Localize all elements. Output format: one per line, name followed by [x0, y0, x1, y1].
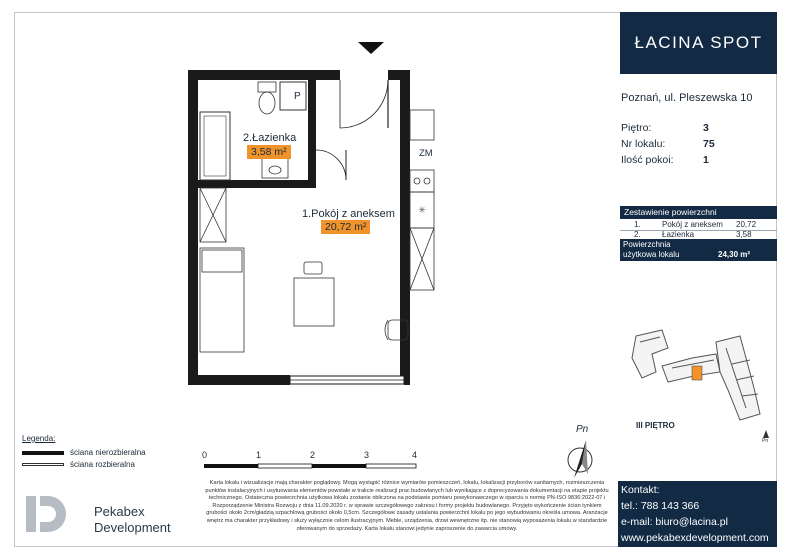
address: Poznań, ul. Pleszewska 10 — [621, 92, 753, 104]
chair — [304, 262, 322, 274]
brand-name: ŁACINA SPOT — [634, 33, 763, 52]
wall — [404, 375, 410, 385]
wall — [388, 70, 410, 80]
developer-name-line1: Pekabex — [94, 504, 145, 519]
unit-number-label: Nr lokalu: — [621, 138, 666, 150]
brand-logo — [620, 12, 777, 74]
unit-highlight — [692, 366, 702, 380]
north-arrow-icon — [558, 434, 606, 484]
row-room-name: Łazienka — [662, 230, 695, 239]
row-room-name: Pokój z aneksem — [662, 220, 723, 229]
contact-title: Kontakt: — [621, 484, 660, 496]
total-label-2: użytkowa lokalu — [623, 250, 680, 259]
floor-value: 3 — [703, 122, 709, 134]
table — [294, 278, 334, 326]
row-room-area: 20,72 — [736, 220, 757, 229]
scale-tick: 4 — [412, 450, 418, 460]
non-load-bearing-label: ściana rozbieralna — [70, 460, 135, 469]
contact-phone[interactable]: tel.: 788 143 366 — [621, 500, 700, 512]
unit-number-value: 75 — [703, 138, 715, 150]
kitchen-cabinet — [410, 110, 434, 140]
bed — [200, 248, 244, 352]
keyplan-north-label: Pn — [762, 438, 769, 444]
wall — [188, 70, 198, 382]
keyplan-floor-label: III PIĘTRO — [636, 421, 675, 430]
bathroom-name: 2.Łazienka — [243, 132, 297, 144]
non-load-bearing-swatch — [22, 463, 64, 466]
shaft — [280, 82, 306, 110]
contact-email[interactable]: e-mail: biuro@lacina.pl — [621, 516, 728, 528]
living-room-area-badge: 20,72 m² — [321, 220, 370, 234]
scale-tick: 2 — [310, 450, 316, 460]
disclaimer: Karta lokalu i wizualizacje mają charakter poglądowy. Mogą wystąpić różnice wymiarów pomieszczeń, lokalu, lokalizacji przyborów sanitarnych, rozmieszczenia punktów instalacyjnych i usytuowania elementów powstałe w trakcie realizacji prac budowlanych lub wynikające z doprecyzowania dokumentacji na etapie projektu technicznego. Ostateczna powierzchnia użytkowa lokalu zostanie obliczona na podstawie pomiaru powykonawczego w oparciu o normę PN-ISO 9836:2022-07 i Rozporządzenie Ministra Rozwoju z dnia 11.09.2020 r. w sprawie szczegółowego zakresu i formy projektu budowlanego. Przyjęto wykończenie ścian tynkiem grubości około 2cm/gładzią szpachlową grubości około 0,5cm. Szczegółowe zasady ustalania powierzchni lokalu po jego wybudowaniu określa umowa. Aranżacje wnętrz ma charakter przykładowy i służy wyłącznie celom ilustracyjnym. Meble, urządzenia, drzwi wewnętrzne itp. nie stanowią wyposażenia lokalu w standardzie oferowanym do sprzedaży. Karta lokalu stanowi jedynie zaproszenie do zawarcia umowy. — [205, 480, 609, 532]
north-label: Pn — [576, 424, 589, 435]
row-number: 2. — [634, 230, 641, 239]
developer-name-line2: Development — [94, 520, 171, 535]
load-bearing-label: ściana nierozbieralna — [70, 448, 146, 457]
toilet — [258, 82, 276, 92]
water-meter-label: ZM — [419, 148, 433, 159]
rooms-value: 1 — [703, 154, 709, 166]
contact-box — [618, 481, 777, 547]
areas-table-title: Zestawienie powierzchni — [620, 206, 777, 219]
living-room-name: 1.Pokój z aneksem — [302, 208, 395, 220]
developer-logo — [24, 490, 194, 540]
contact-website[interactable]: www.pekabexdevelopment.com — [621, 532, 769, 544]
row-room-area: 3,58 — [736, 230, 752, 239]
floor-label: Piętro: — [621, 122, 652, 134]
rooms-label: Ilość pokoi: — [621, 154, 674, 166]
bathtub — [200, 112, 230, 180]
load-bearing-swatch — [22, 451, 64, 455]
scale-tick: 0 — [202, 450, 208, 460]
bathroom-sink — [262, 158, 288, 178]
shaft-label: P — [294, 91, 301, 102]
keyplan-north-icon — [763, 430, 769, 438]
wall — [188, 70, 340, 80]
total-area-row — [620, 239, 777, 261]
scale-tick: 1 — [256, 450, 262, 460]
bathroom-area-badge: 3,58 m² — [247, 145, 291, 159]
wall — [308, 80, 316, 188]
total-area-value: 24,30 m² — [718, 250, 751, 259]
wall — [198, 180, 316, 188]
scale-bar — [200, 450, 420, 474]
scale-tick: 3 — [364, 450, 370, 460]
wall — [400, 70, 410, 382]
entrance-marker — [358, 42, 384, 54]
total-label-1: Powierzchnia — [623, 240, 671, 249]
svg-text:✳: ✳ — [418, 206, 426, 216]
scale-graphic — [200, 462, 420, 472]
row-number: 1. — [634, 220, 641, 229]
wall — [188, 375, 290, 385]
developer-logo-icon — [24, 492, 68, 538]
legend-title: Legenda: — [22, 434, 56, 443]
